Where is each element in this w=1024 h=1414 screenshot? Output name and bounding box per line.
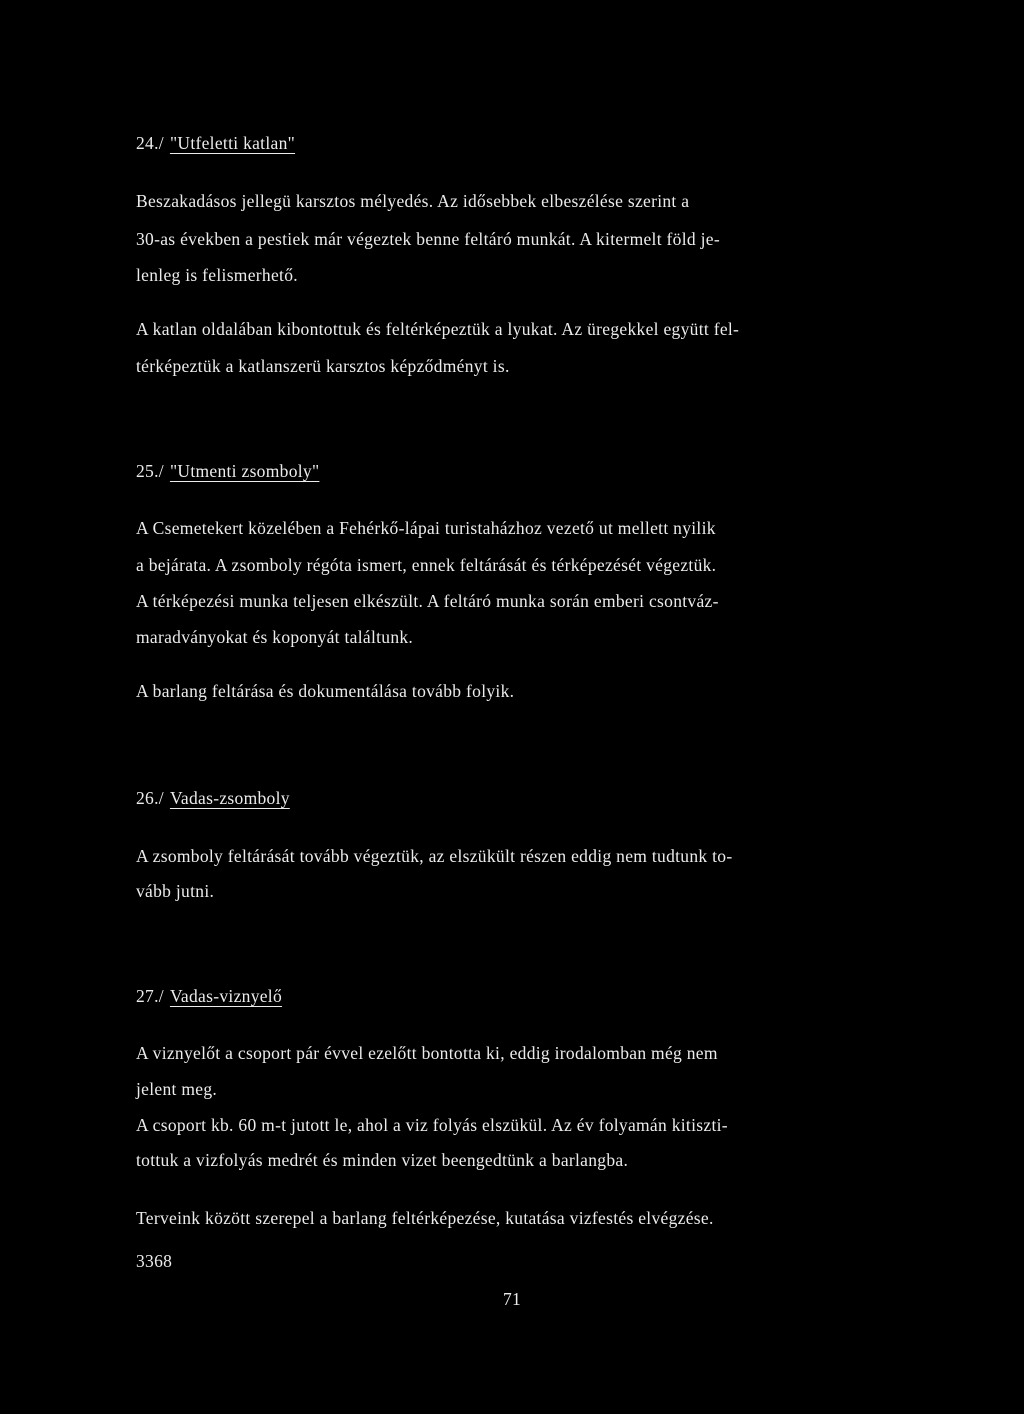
paragraph-line: Terveink között szerepel a barlang feltérképezése, kutatása vizfestés elvégzése. <box>136 1208 714 1228</box>
paragraph-line: A barlang feltárása és dokumentálása tovább folyik. <box>136 681 515 701</box>
section-heading <box>136 985 282 1007</box>
section-number: 26./ <box>136 788 164 808</box>
section-heading <box>136 787 290 809</box>
paragraph-line: A térképezési munka teljesen elkészült. A feltáró munka során emberi csontváz- <box>136 591 719 611</box>
paragraph-line: 30-as években a pestiek már végeztek benne feltáró munkát. A kitermelt föld je- <box>136 229 720 249</box>
paragraph-line: tottuk a vizfolyás medrét és minden vizet beengedtünk a barlangba. <box>136 1150 629 1170</box>
section-title: Vadas-zsomboly <box>169 788 290 808</box>
paragraph-line: A csoport kb. 60 m-t jutott le, ahol a viz folyás elszükül. Az év folyamán kitiszti- <box>136 1115 728 1135</box>
footer-code: 3368 <box>136 1251 173 1271</box>
paragraph-line: a bejárata. A zsomboly régóta ismert, ennek feltárását és térképezését végeztük. <box>136 555 717 575</box>
section-heading <box>136 460 319 482</box>
paragraph-line: A katlan oldalában kibontottuk és feltérképeztük a lyukat. Az üregekkel együtt fel- <box>136 319 740 339</box>
section-number: 25./ <box>136 461 164 481</box>
section-title: "Utfeletti katlan" <box>169 133 296 153</box>
paragraph-line: vább jutni. <box>136 881 215 901</box>
section-number: 27./ <box>136 986 164 1006</box>
paragraph-line: jelent meg. <box>136 1079 218 1099</box>
section-title: "Utmenti zsomboly" <box>169 461 320 481</box>
section-title: Vadas-viznyelő <box>169 986 283 1006</box>
paragraph-line: maradványokat és koponyát találtunk. <box>136 627 414 647</box>
section-heading <box>136 132 295 154</box>
paragraph-line: Beszakadásos jellegü karsztos mélyedés. Az idősebbek elbeszélése szerint a <box>136 191 690 211</box>
paragraph-line: lenleg is felismerhető. <box>136 265 298 285</box>
page-number: 71 <box>502 1289 522 1309</box>
section-number: 24./ <box>136 133 164 153</box>
paragraph-line: A zsomboly feltárását tovább végeztük, az elszükült részen eddig nem tudtunk to- <box>136 846 733 866</box>
paragraph-line: térképeztük a katlanszerü karsztos képződményt is. <box>136 356 510 376</box>
paragraph-line: A Csemetekert közelében a Fehérkő-lápai turistaházhoz vezető ut mellett nyilik <box>136 518 716 538</box>
paragraph-line: A viznyelőt a csoport pár évvel ezelőtt bontotta ki, eddig irodalomban még nem <box>136 1043 718 1063</box>
